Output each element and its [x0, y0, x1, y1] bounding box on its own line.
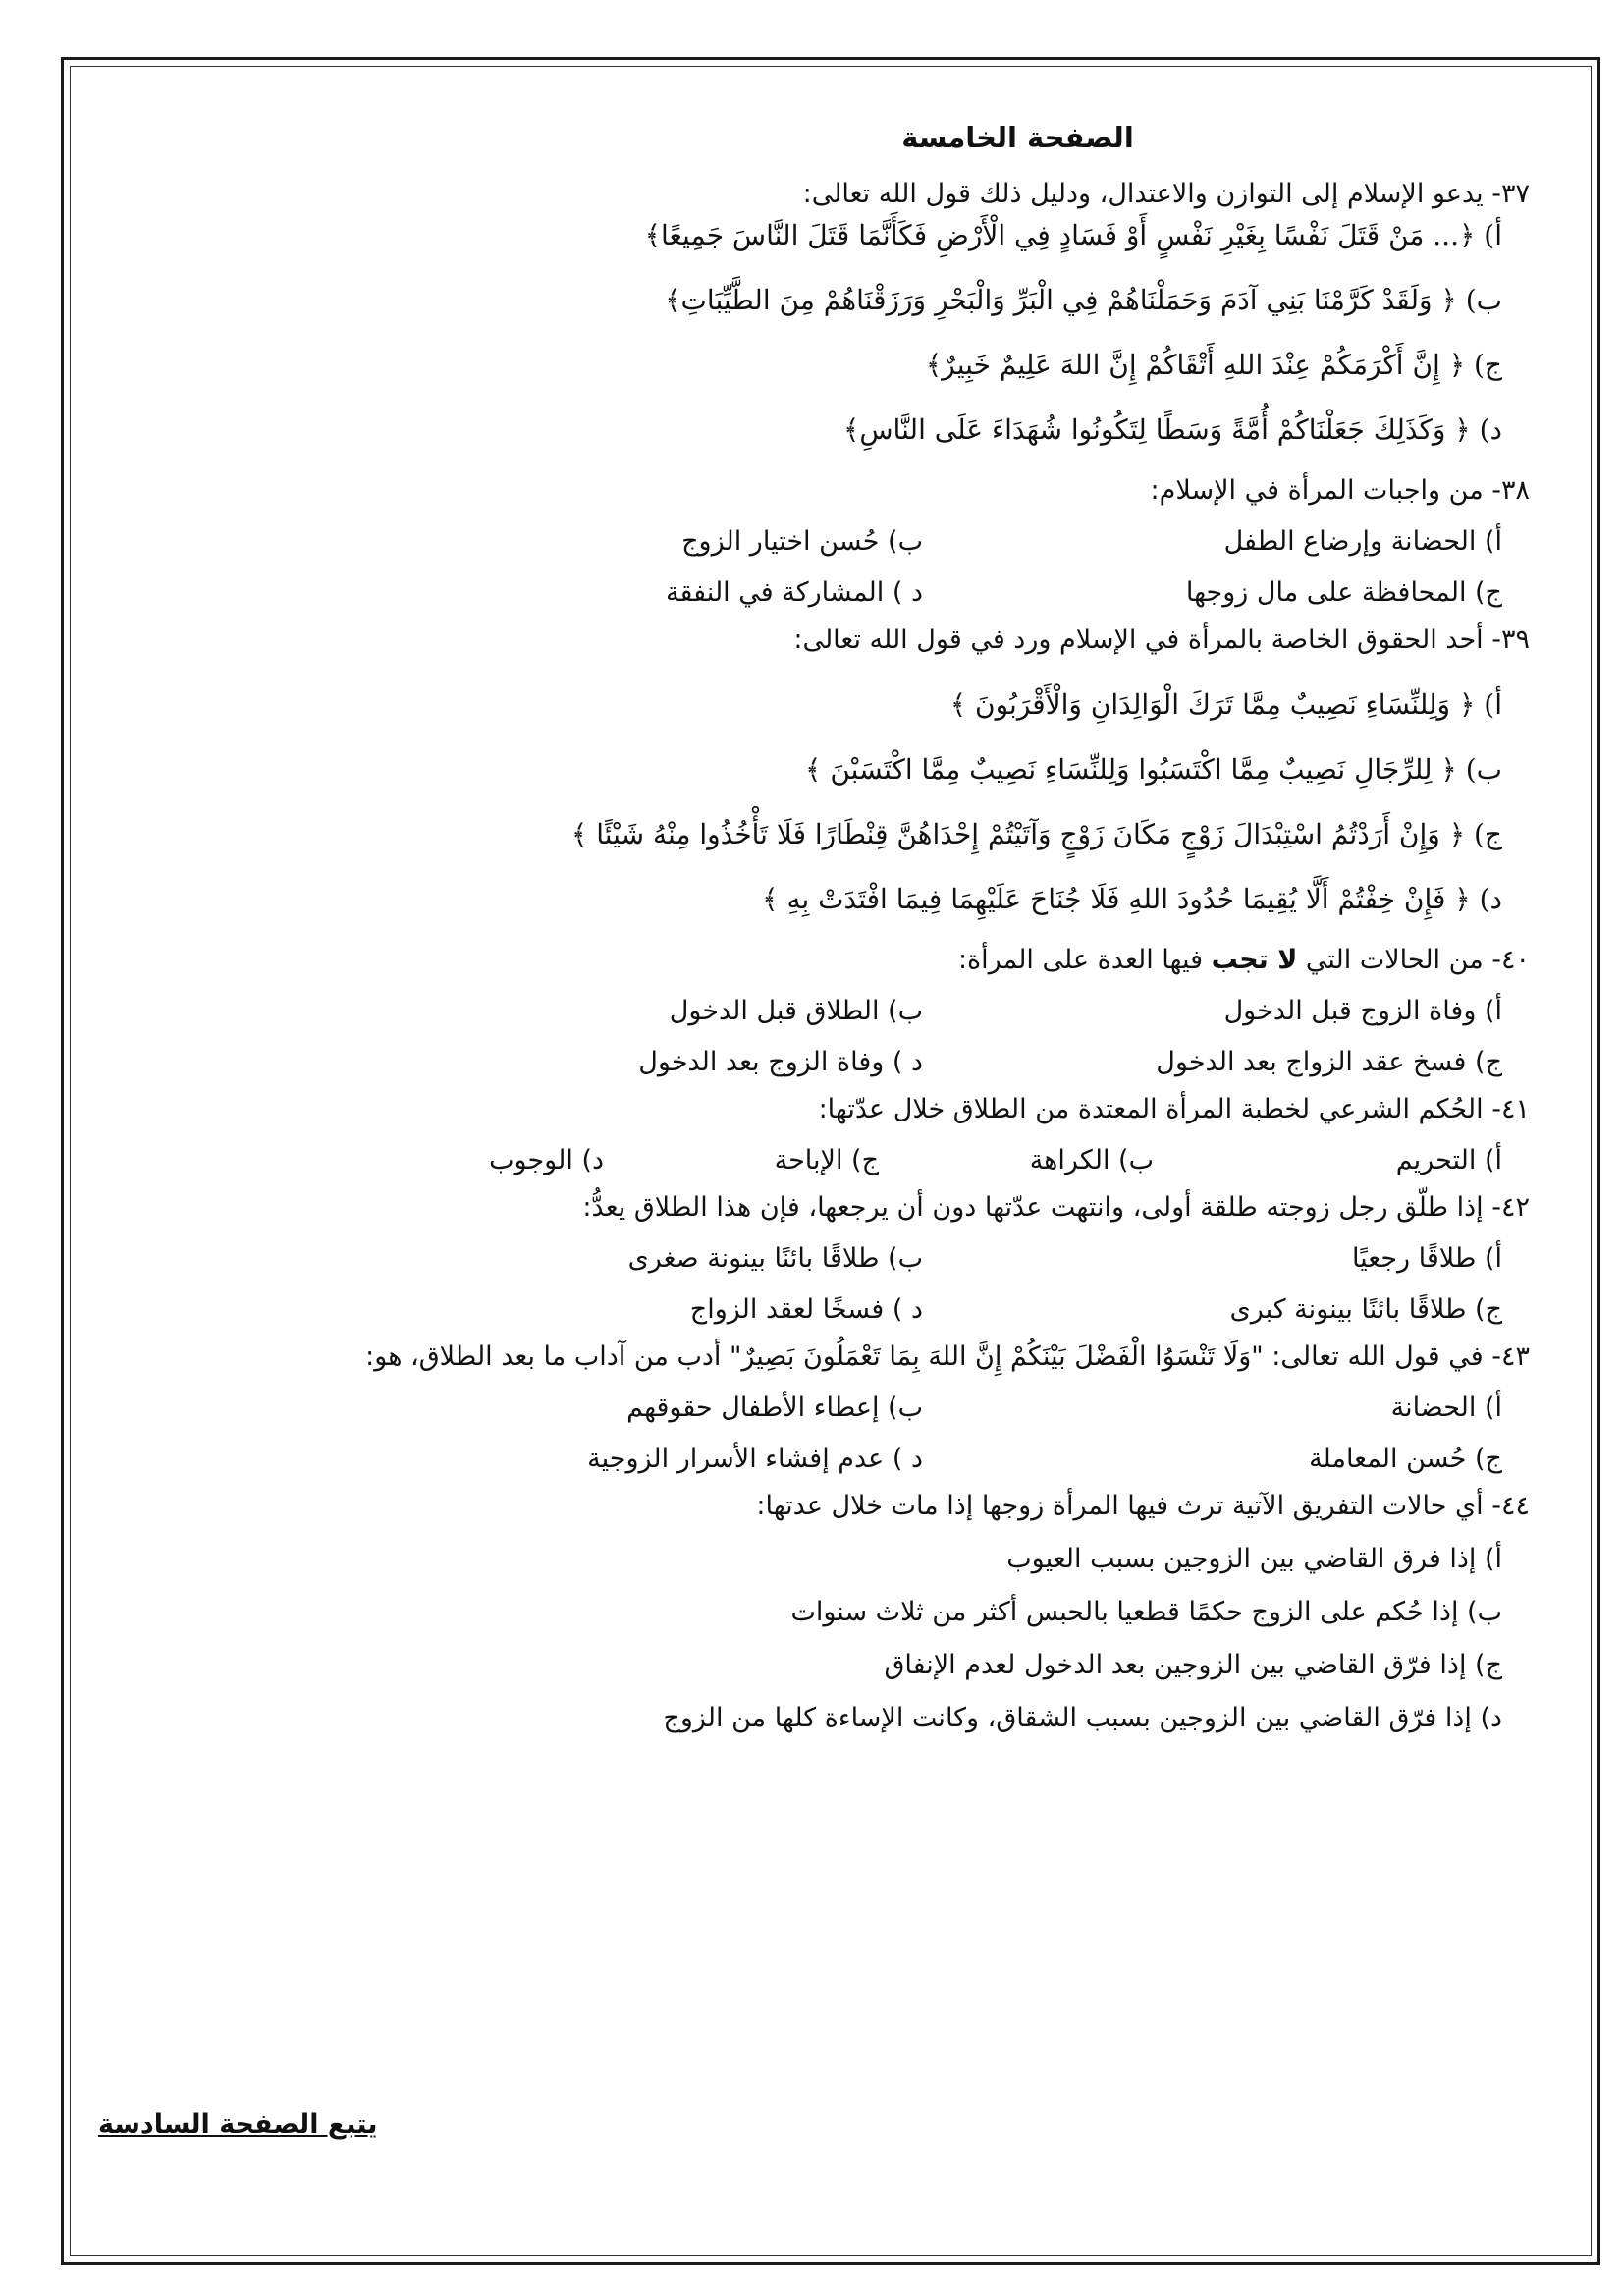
question-38-row-2 [93, 574, 1530, 613]
question-40-row-2 [93, 1043, 1530, 1082]
continue-note: يتبع الصفحة السادسة [98, 2109, 378, 2140]
question-42-option-b: ب) طلاقًا بائنًا بينونة صغرى [627, 1243, 923, 1274]
question-38 [93, 471, 1530, 613]
page-title: الصفحة الخامسة [901, 121, 1134, 154]
question-39 [93, 621, 1530, 919]
question-39-option-c: ج) ﴿ وَإِنْ أَرَدْتُمُ اسْتِبْدَالَ زَوْجٍ مَكَانَ زَوْجٍ وَآتَيْتُمْ إِحْدَاهُنَّ قِنْطَارًا فَلَا تَأْخُذُوا مِنْهُ شَيْئًا ﴾ [570, 818, 1502, 850]
question-44 [93, 1487, 1530, 1738]
question-42-row-2 [93, 1290, 1530, 1330]
question-44-stem: ٤٤- أي حالات التفريق الآتية ترث فيها المرأة زوجها إذا مات خلال عدتها: [756, 1491, 1530, 1521]
question-37-stem: ٣٧- يدعو الإسلام إلى التوازن والاعتدال، ودليل ذلك قول الله تعالى: [802, 179, 1530, 209]
question-41 [93, 1090, 1530, 1180]
question-43-row-1 [93, 1389, 1530, 1428]
question-41-option-d: د) الوجوب [489, 1145, 604, 1175]
question-43-row-2 [93, 1440, 1530, 1479]
question-40-stem-start: ٤٠- من الحالات التي [1305, 945, 1530, 975]
question-40-row-1 [93, 992, 1530, 1031]
question-38-stem: ٣٨- من واجبات المرأة في الإسلام: [1150, 475, 1530, 506]
question-40 [93, 941, 1530, 1082]
question-42 [93, 1188, 1530, 1330]
question-43 [93, 1338, 1530, 1479]
question-40-option-d: د ) وفاة الزوج بعد الدخول [638, 1047, 923, 1077]
question-39-option-b: ب) ﴿ لِلرِّجَالِ نَصِيبٌ مِمَّا اكْتَسَبُوا وَلِلنِّسَاءِ نَصِيبٌ مِمَّا اكْتَسَبْنَ ﴾ [805, 753, 1502, 786]
question-43-option-d: د ) عدم إفشاء الأسرار الزوجية [587, 1444, 923, 1474]
question-42-option-c: ج) طلاقًا بائنًا بينونة كبرى [1229, 1294, 1502, 1325]
question-40-stem-end: فيها العدة على المرأة: [957, 945, 1204, 975]
question-38-option-a: أ) الحضانة وإرضاع الطفل [1223, 526, 1502, 557]
question-38-option-c: ج) المحافظة على مال زوجها [1185, 577, 1502, 608]
question-43-option-b: ب) إعطاء الأطفال حقوقهم [626, 1393, 923, 1423]
question-39-stem: ٣٩- أحد الحقوق الخاصة بالمرأة في الإسلام ورد في قول الله تعالى: [793, 625, 1530, 655]
question-43-option-c: ج) حُسن المعاملة [1309, 1444, 1502, 1474]
question-42-option-a: أ) طلاقًا رجعيًا [1351, 1243, 1502, 1274]
question-38-row-1 [93, 522, 1530, 562]
question-37-option-c: ج) ﴿ إِنَّ أَكْرَمَكُمْ عِنْدَ اللهِ أَتْقَاكُمْ إِنَّ اللهَ عَلِيمٌ خَبِيرٌ﴾ [925, 349, 1502, 381]
question-44-option-c: ج) إذا فرّق القاضي بين الزوجين بعد الدخول لعدم الإنفاق [884, 1650, 1502, 1680]
question-40-stem [93, 941, 1530, 980]
question-38-option-d: د ) المشاركة في النفقة [666, 577, 923, 608]
question-39-option-d: د) ﴿ فَإِنْ خِفْتُمْ أَلَّا يُقِيمَا حُدُودَ اللهِ فَلَا جُنَاحَ عَلَيْهِمَا فِيمَا افْتَدَتْ بِهِ ﴾ [762, 883, 1502, 915]
question-37 [93, 175, 1530, 450]
question-39-option-a: أ) ﴿ وَلِلنِّسَاءِ نَصِيبٌ مِمَّا تَرَكَ الْوَالِدَانِ وَالْأَقْرَبُونَ ﴾ [949, 688, 1502, 721]
question-42-row-1 [93, 1239, 1530, 1279]
question-37-option-d: د) ﴿ وَكَذَلِكَ جَعَلْنَاكُمْ أُمَّةً وَسَطًا لِتَكُونُوا شُهَدَاءَ عَلَى النَّاسِ﴾ [842, 413, 1502, 446]
question-44-option-a: أ) إذا فرق القاضي بين الزوجين بسبب العيوب [1006, 1544, 1502, 1574]
question-41-option-b: ب) الكراهة [1029, 1145, 1154, 1175]
question-40-option-a: أ) وفاة الزوج قبل الدخول [1223, 996, 1502, 1026]
question-41-stem: ٤١- الحُكم الشرعي لخطبة المرأة المعتدة من الطلاق خلال عدّتها: [818, 1094, 1530, 1124]
question-37-option-a: أ) ﴿... مَنْ قَتَلَ نَفْسًا بِغَيْرِ نَفْسٍ أَوْ فَسَادٍ فِي الْأَرْضِ فَكَأَنَّمَا قَتَلَ النَّاسَ جَمِيعًا﴾ [644, 219, 1502, 251]
question-43-stem: ٤٣- في قول الله تعالى: "وَلَا تَنْسَوُا الْفَضْلَ بَيْنَكُمْ إِنَّ اللهَ بِمَا تَعْمَلُونَ بَصِيرٌ" أدب من آداب ما بعد الطلاق، هو: [365, 1341, 1530, 1372]
question-40-option-b: ب) الطلاق قبل الدخول [669, 996, 923, 1026]
question-40-stem-emphasis: لا تجب [1211, 945, 1298, 975]
question-41-row [93, 1141, 1530, 1180]
question-43-option-a: أ) الحضانة [1390, 1393, 1502, 1423]
question-42-stem: ٤٢- إذا طلّق رجل زوجته طلقة أولى، وانتهت عدّتها دون أن يرجعها، فإن هذا الطلاق يعدُّ: [582, 1192, 1530, 1223]
exam-content [93, 118, 1530, 1738]
question-44-option-d: د) إذا فرّق القاضي بين الزوجين بسبب الشقاق، وكانت الإساءة كلها من الزوج [663, 1703, 1502, 1733]
question-41-option-c: ج) الإباحة [774, 1145, 879, 1175]
question-42-option-d: د ) فسخًا لعقد الزواج [689, 1294, 923, 1325]
question-37-option-b: ب) ﴿ وَلَقَدْ كَرَّمْنَا بَنِي آدَمَ وَحَمَلْنَاهُمْ فِي الْبَرِّ وَالْبَحْرِ وَرَزَقْنَاهُمْ مِنَ الطَّيِّبَاتِ﴾ [665, 284, 1502, 316]
question-38-option-b: ب) حُسن اختيار الزوج [681, 526, 923, 557]
question-40-option-c: ج) فسخ عقد الزواج بعد الدخول [1156, 1047, 1502, 1077]
question-44-option-b: ب) إذا حُكم على الزوج حكمًا قطعيا بالحبس أكثر من ثلاث سنوات [790, 1597, 1502, 1627]
question-41-option-a: أ) التحريم [1395, 1145, 1502, 1175]
